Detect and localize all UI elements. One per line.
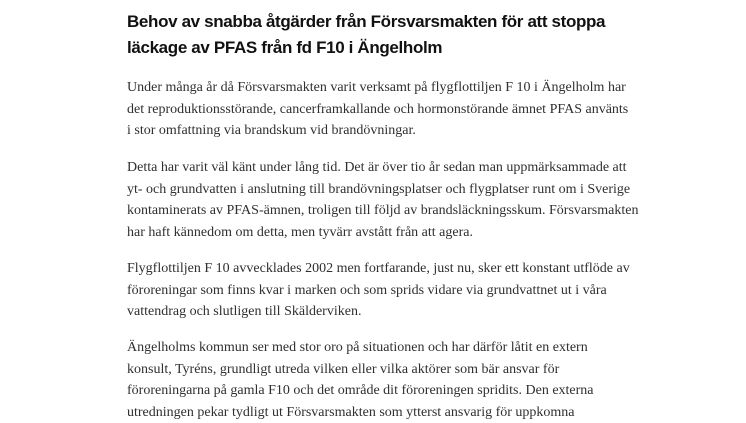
paragraph-outflow [127, 258, 627, 323]
paragraph-line: föroreningarna på gamla F10 och det område dit föroreningen spridits. Den externa [127, 380, 627, 402]
paragraph-line: vattendrag och slutligen till Skälderviken. [127, 301, 627, 323]
paragraph-background [127, 157, 627, 243]
paragraph-line: det reproduktionsstörande, cancerframkallande och hormonstörande ämnet PFAS använts [127, 99, 627, 121]
paragraph-line: yt- och grundvatten i anslutning till brandövningsplatser och flygplatser runt om i Sverige [127, 179, 627, 201]
paragraph-line: föroreningar som finns kvar i marken och som sprids vidare via grundvattnet ut i våra [127, 280, 627, 302]
paragraph-intro [127, 77, 627, 142]
headline-line: Behov av snabba åtgärder från Försvarsmakten för att stoppa [127, 9, 607, 35]
article-headline [127, 9, 607, 61]
paragraph-line: har haft kännedom om detta, men tyvärr avstått från att agera. [127, 222, 627, 244]
paragraph-line: kontaminerats av PFAS-ämnen, troligen till följd av brandsläckningsskum. Försvarsmakten [127, 200, 627, 222]
paragraph-line: konsult, Tyréns, grundligt utreda vilken eller vilka aktörer som bär ansvar för [127, 359, 627, 381]
paragraph-line: Flygflottiljen F 10 avvecklades 2002 men fortfarande, just nu, sker ett konstant utflöde av [127, 258, 627, 280]
paragraph-municipality [127, 337, 627, 423]
paragraph-line: Under många år då Försvarsmakten varit verksamt på flygflottiljen F 10 i Ängelholm har [127, 77, 627, 99]
paragraph-line: i stor omfattning via brandskum vid brandövningar. [127, 120, 627, 142]
paragraph-line: Ängelholms kommun ser med stor oro på situationen och har därför låtit en extern [127, 337, 627, 359]
headline-line: läckage av PFAS från fd F10 i Ängelholm [127, 35, 607, 61]
paragraph-line: utredningen pekar tydligt ut Försvarsmakten som ytterst ansvarig för uppkomna [127, 402, 627, 423]
paragraph-line: Detta har varit väl känt under lång tid. Det är över tio år sedan man uppmärksammade att [127, 157, 627, 179]
